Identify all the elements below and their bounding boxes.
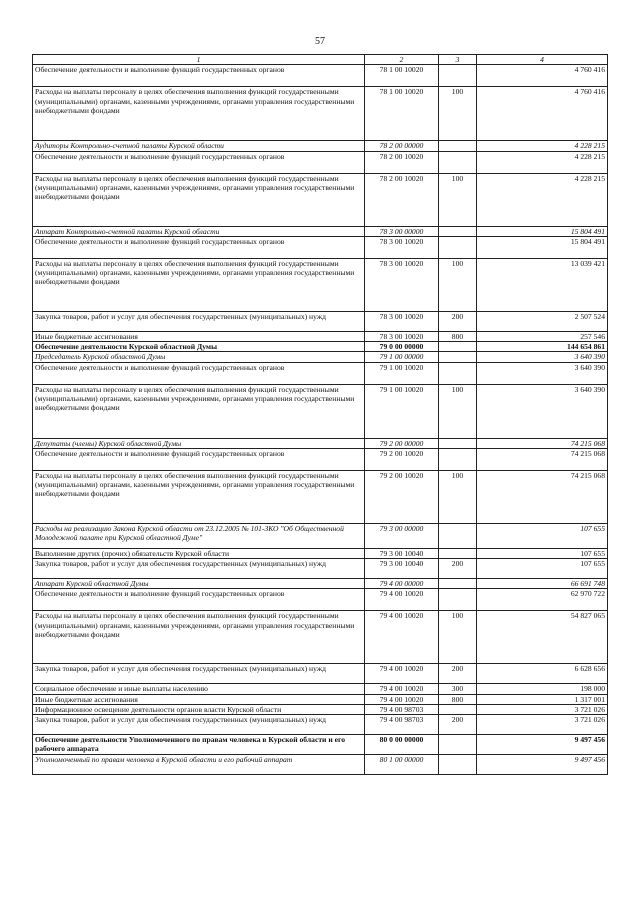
- row-code: 79 0 00 00000: [365, 342, 439, 352]
- row-expense-type: 100: [439, 173, 477, 226]
- row-expense-type: [439, 735, 477, 755]
- table-row: [33, 579, 608, 589]
- row-name: Закупка товаров, работ и услуг для обеспечения государственных (муниципальных) нужд: [33, 715, 365, 735]
- row-name: Информационное освещение деятельности органов власти Курской области: [33, 704, 365, 714]
- row-amount: 1 317 001: [477, 694, 608, 704]
- row-amount: 62 970 722: [477, 589, 608, 611]
- row-amount: 13 039 421: [477, 258, 608, 311]
- table-row: [33, 65, 608, 87]
- row-amount: 144 654 861: [477, 342, 608, 352]
- row-name: Обеспечение деятельности и выполнение функций государственных органов: [33, 65, 365, 87]
- row-code: 79 4 00 10020: [365, 694, 439, 704]
- row-amount: 3 721 026: [477, 704, 608, 714]
- table-row: [33, 87, 608, 141]
- row-expense-type: [439, 523, 477, 548]
- row-expense-type: [439, 141, 477, 151]
- row-code: 79 3 00 10040: [365, 548, 439, 558]
- row-code: 78 2 00 10020: [365, 173, 439, 226]
- row-name: Иные бюджетные ассигнования: [33, 694, 365, 704]
- row-expense-type: [439, 579, 477, 589]
- table-row: [33, 611, 608, 664]
- table-row: [33, 704, 608, 714]
- row-code: 79 2 00 10020: [365, 448, 439, 470]
- row-amount: 9 497 456: [477, 755, 608, 775]
- row-code: 79 1 00 10020: [365, 362, 439, 384]
- table-row: [33, 311, 608, 331]
- row-code: 79 4 00 98703: [365, 715, 439, 735]
- budget-table: [32, 54, 608, 775]
- row-expense-type: [439, 236, 477, 258]
- row-amount: 9 497 456: [477, 735, 608, 755]
- row-amount: 4 228 215: [477, 141, 608, 151]
- row-amount: 3 721 026: [477, 715, 608, 735]
- table-row: [33, 715, 608, 735]
- row-name: Аппарат Контрольно-счетной палаты Курской области: [33, 226, 365, 236]
- header-col-1: 1: [33, 55, 365, 65]
- row-expense-type: [439, 548, 477, 558]
- row-expense-type: [439, 448, 477, 470]
- row-expense-type: [439, 755, 477, 775]
- row-code: 79 4 00 10020: [365, 664, 439, 684]
- table-row: [33, 735, 608, 755]
- table-row: [33, 141, 608, 151]
- table-row: [33, 523, 608, 548]
- table-row: [33, 448, 608, 470]
- row-expense-type: 200: [439, 559, 477, 579]
- row-expense-type: [439, 589, 477, 611]
- table-row: [33, 664, 608, 684]
- row-amount: 74 215 068: [477, 448, 608, 470]
- table-row: [33, 559, 608, 579]
- row-code: 79 4 00 10020: [365, 589, 439, 611]
- row-name: Расходы на выплаты персоналу в целях обеспечения выполнения функций государственными (муниципальными) органами, казенными учреждениями, органами управления государственными внебюджетными фондами: [33, 173, 365, 226]
- row-amount: 198 000: [477, 684, 608, 694]
- row-code: 79 4 00 10020: [365, 684, 439, 694]
- row-code: 79 2 00 10020: [365, 470, 439, 523]
- table-row: [33, 470, 608, 523]
- table-row: [33, 755, 608, 775]
- row-name: Обеспечение деятельности Уполномоченного по правам человека в Курской области и его рабочего аппарата: [33, 735, 365, 755]
- table-header-row: [33, 55, 608, 65]
- row-amount: 54 827 065: [477, 611, 608, 664]
- table-row: [33, 362, 608, 384]
- row-amount: 74 215 068: [477, 438, 608, 448]
- table-row: [33, 548, 608, 558]
- row-code: 78 3 00 10020: [365, 311, 439, 331]
- row-expense-type: [439, 704, 477, 714]
- row-code: 79 1 00 10020: [365, 384, 439, 438]
- row-code: 78 2 00 00000: [365, 141, 439, 151]
- row-name: Иные бюджетные ассигнования: [33, 331, 365, 341]
- row-amount: 107 655: [477, 523, 608, 548]
- row-amount: 6 628 656: [477, 664, 608, 684]
- row-name: Председатель Курской областной Думы: [33, 352, 365, 362]
- page-number: 57: [315, 36, 325, 47]
- row-expense-type: 100: [439, 611, 477, 664]
- row-name: Аудиторы Контрольно-счетной палаты Курской области: [33, 141, 365, 151]
- row-name: Расходы на реализацию Закона Курской области от 23.12.2005 № 101-ЗКО "Об Общественной Молодежной палате при Курской областной Думе": [33, 523, 365, 548]
- row-amount: 15 804 491: [477, 226, 608, 236]
- row-name: Выполнение других (прочих) обязательств Курской области: [33, 548, 365, 558]
- row-name: Обеспечение деятельности и выполнение функций государственных органов: [33, 151, 365, 173]
- row-amount: 107 655: [477, 559, 608, 579]
- header-col-4: 4: [477, 55, 608, 65]
- row-name: Закупка товаров, работ и услуг для обеспечения государственных (муниципальных) нужд: [33, 311, 365, 331]
- row-name: Расходы на выплаты персоналу в целях обеспечения выполнения функций государственными (муниципальными) органами, казенными учреждениями, органами управления государственными внебюджетными фондами: [33, 384, 365, 438]
- row-amount: 4 760 416: [477, 65, 608, 87]
- row-code: 79 4 00 10020: [365, 611, 439, 664]
- row-name: Обеспечение деятельности и выполнение функций государственных органов: [33, 448, 365, 470]
- row-name: Расходы на выплаты персоналу в целях обеспечения выполнения функций государственными (муниципальными) органами, казенными учреждениями, органами управления государственными внебюджетными фондами: [33, 470, 365, 523]
- row-name: Обеспечение деятельности Курской областной Думы: [33, 342, 365, 352]
- row-code: 79 4 00 00000: [365, 579, 439, 589]
- table-row: [33, 331, 608, 341]
- row-amount: 3 640 390: [477, 362, 608, 384]
- row-amount: 3 640 390: [477, 384, 608, 438]
- row-expense-type: 100: [439, 258, 477, 311]
- row-expense-type: 800: [439, 331, 477, 341]
- table-row: [33, 352, 608, 362]
- row-expense-type: 100: [439, 87, 477, 141]
- table-row: [33, 589, 608, 611]
- row-expense-type: [439, 342, 477, 352]
- row-name: Расходы на выплаты персоналу в целях обеспечения выполнения функций государственными (муниципальными) органами, казенными учреждениями, органами управления государственными внебюджетными фондами: [33, 87, 365, 141]
- row-name: Обеспечение деятельности и выполнение функций государственных органов: [33, 589, 365, 611]
- budget-table-body: [33, 55, 608, 775]
- row-code: 80 1 00 00000: [365, 755, 439, 775]
- row-amount: 66 691 748: [477, 579, 608, 589]
- row-code: 79 1 00 00000: [365, 352, 439, 362]
- row-name: Обеспечение деятельности и выполнение функций государственных органов: [33, 362, 365, 384]
- row-expense-type: 800: [439, 694, 477, 704]
- row-amount: 4 228 215: [477, 151, 608, 173]
- row-code: 78 1 00 10020: [365, 65, 439, 87]
- row-name: Обеспечение деятельности и выполнение функций государственных органов: [33, 236, 365, 258]
- row-code: 80 0 00 00000: [365, 735, 439, 755]
- row-code: 78 3 00 00000: [365, 226, 439, 236]
- row-expense-type: [439, 362, 477, 384]
- row-code: 79 2 00 00000: [365, 438, 439, 448]
- row-amount: 257 546: [477, 331, 608, 341]
- row-expense-type: [439, 438, 477, 448]
- row-expense-type: [439, 226, 477, 236]
- row-name: Закупка товаров, работ и услуг для обеспечения государственных (муниципальных) нужд: [33, 559, 365, 579]
- row-amount: 107 655: [477, 548, 608, 558]
- row-expense-type: 200: [439, 664, 477, 684]
- row-expense-type: 200: [439, 715, 477, 735]
- table-row: [33, 151, 608, 173]
- row-code: 78 3 00 10020: [365, 331, 439, 341]
- row-amount: 3 640 390: [477, 352, 608, 362]
- row-expense-type: 200: [439, 311, 477, 331]
- header-col-2: 2: [365, 55, 439, 65]
- row-name: Социальное обеспечение и иные выплаты населению: [33, 684, 365, 694]
- row-amount: 4 760 416: [477, 87, 608, 141]
- row-expense-type: [439, 352, 477, 362]
- table-row: [33, 694, 608, 704]
- row-expense-type: [439, 151, 477, 173]
- table-row: [33, 258, 608, 311]
- row-name: Расходы на выплаты персоналу в целях обеспечения выполнения функций государственными (муниципальными) органами, казенными учреждениями, органами управления государственными внебюджетными фондами: [33, 611, 365, 664]
- row-amount: 4 228 215: [477, 173, 608, 226]
- table-row: [33, 342, 608, 352]
- table-row: [33, 173, 608, 226]
- row-expense-type: 100: [439, 470, 477, 523]
- row-amount: 15 804 491: [477, 236, 608, 258]
- row-code: 78 2 00 10020: [365, 151, 439, 173]
- row-amount: 2 507 524: [477, 311, 608, 331]
- row-name: Депутаты (члены) Курской областной Думы: [33, 438, 365, 448]
- row-code: 79 4 00 98703: [365, 704, 439, 714]
- table-row: [33, 236, 608, 258]
- header-col-3: 3: [439, 55, 477, 65]
- row-name: Уполномоченный по правам человека в Курской области и его рабочий аппарат: [33, 755, 365, 775]
- row-name: Закупка товаров, работ и услуг для обеспечения государственных (муниципальных) нужд: [33, 664, 365, 684]
- row-code: 78 1 00 10020: [365, 87, 439, 141]
- table-row: [33, 226, 608, 236]
- row-code: 79 3 00 10040: [365, 559, 439, 579]
- row-code: 78 3 00 10020: [365, 236, 439, 258]
- row-name: Расходы на выплаты персоналу в целях обеспечения выполнения функций государственными (муниципальными) органами, казенными учреждениями, органами управления государственными внебюджетными фондами: [33, 258, 365, 311]
- row-amount: 74 215 068: [477, 470, 608, 523]
- row-code: 78 3 00 10020: [365, 258, 439, 311]
- row-expense-type: 300: [439, 684, 477, 694]
- table-row: [33, 684, 608, 694]
- row-name: Аппарат Курской областной Думы: [33, 579, 365, 589]
- row-code: 79 3 00 00000: [365, 523, 439, 548]
- row-expense-type: 100: [439, 384, 477, 438]
- row-expense-type: [439, 65, 477, 87]
- table-row: [33, 384, 608, 438]
- table-row: [33, 438, 608, 448]
